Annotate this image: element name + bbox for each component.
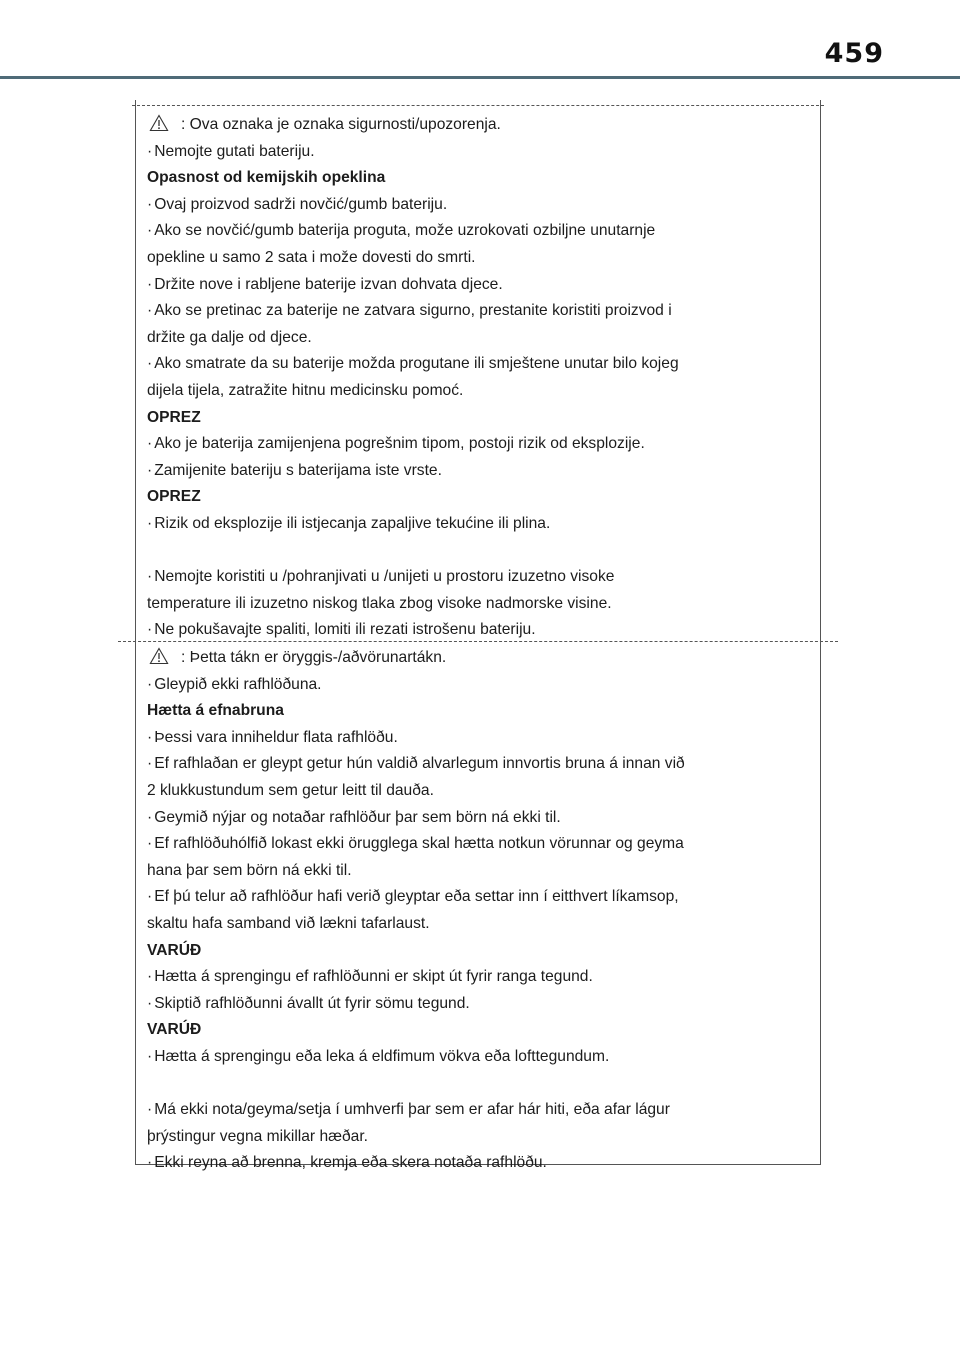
continuation-line: hana þar sem börn ná ekki til. (147, 861, 352, 879)
bullet-item (147, 458, 807, 485)
continuation-line: skaltu hafa samband við lækni tafarlaust. (147, 914, 430, 932)
bullet-text: Ako se pretinac za baterije ne zatvara sigurno, prestanite koristiti proizvod i (154, 302, 672, 320)
bullet-item (147, 617, 807, 644)
warning-symbol-text: : Ova oznaka je oznaka sigurnosti/upozorenja. (181, 116, 501, 133)
croatian-section (147, 112, 807, 644)
bullet-item (147, 964, 807, 991)
bullet-item (147, 1044, 807, 1071)
bullet-text: Ne pokušavajte spaliti, lomiti ili rezati istrošenu bateriju. (154, 621, 536, 639)
bullet-dot-icon: · (147, 675, 153, 693)
bullet-dot-icon: · (147, 435, 153, 453)
corner-tick-left (135, 100, 136, 112)
page-number: 459 (824, 38, 884, 69)
bullet-dot-icon: · (147, 222, 153, 240)
bullet-dot-icon: · (147, 968, 153, 986)
bullet-item (147, 298, 807, 325)
bullet-dot-icon: · (147, 994, 153, 1012)
continuation-line: dijela tijela, zatražite hitnu medicinsku pomoć. (147, 381, 464, 399)
section-heading: OPREZ (147, 408, 201, 426)
section-heading: Hætta á efnabruna (147, 702, 284, 720)
bullet-text: Skiptið rafhlöðunni ávallt út fyrir sömu tegund. (154, 994, 470, 1012)
warning-symbol-text: : Þetta tákn er öryggis-/aðvörunartákn. (181, 649, 447, 666)
bullet-item (147, 1150, 807, 1177)
bullet-item (147, 511, 807, 538)
section-heading: OPREZ (147, 488, 201, 506)
bullet-item (147, 672, 807, 699)
bullet-text: Ako smatrate da su baterije možda progutane ili smještene unutar bilo kojeg (154, 355, 679, 373)
icelandic-section (147, 645, 807, 1177)
bullet-dot-icon: · (147, 1047, 153, 1065)
bullet-dot-icon: · (147, 302, 153, 320)
bullet-text: Rizik od eksplozije ili istjecanja zapaljive tekućine ili plina. (154, 514, 551, 532)
bullet-item (147, 884, 807, 911)
warning-symbol-line (147, 112, 807, 139)
bullet-text: Nemojte koristiti u /pohranjivati u /unijeti u prostoru izuzetno visoke (154, 568, 615, 586)
bullet-item (147, 831, 807, 858)
bullet-item (147, 351, 807, 378)
warning-triangle-icon (149, 114, 169, 142)
bullet-dot-icon: · (147, 461, 153, 479)
bullet-text: Gleypið ekki rafhlöðuna. (154, 675, 322, 693)
section-heading: VARÚÐ (147, 1021, 202, 1039)
blank-line (147, 538, 807, 565)
bullet-text: Ef rafhlöðuhólfið lokast ekki örugglega skal hætta notkun vörunnar og geyma (154, 835, 684, 853)
bullet-text: Ekki reyna að brenna, kremja eða skera notaða rafhlöðu. (154, 1154, 547, 1172)
bullet-dot-icon: · (147, 514, 153, 532)
bullet-dot-icon: · (147, 755, 153, 773)
section-heading: Opasnost od kemijskih opeklina (147, 169, 386, 187)
bullet-item (147, 725, 807, 752)
bullet-text: Ef rafhlaðan er gleypt getur hún valdið alvarlegum innvortis bruna á innan við (154, 755, 685, 773)
continuation-line: opekline u samo 2 sata i može dovesti do smrti. (147, 248, 476, 266)
bullet-dot-icon: · (147, 808, 153, 826)
continuation-line: 2 klukkustundum sem getur leitt til dauða. (147, 781, 434, 799)
bullet-dot-icon: · (147, 621, 153, 639)
warning-triangle-icon (149, 647, 169, 675)
bullet-text: Má ekki nota/geyma/setja í umhverfi þar sem er afar hár hiti, eða afar lágur (154, 1101, 670, 1119)
bullet-item (147, 139, 807, 166)
continuation-line: držite ga dalje od djece. (147, 328, 312, 346)
bullet-text: Hætta á sprengingu ef rafhlöðunni er skipt út fyrir ranga tegund. (154, 968, 593, 986)
bullet-text: Ako je baterija zamijenjena pogrešnim tipom, postoji rizik od eksplozije. (154, 435, 645, 453)
bullet-item (147, 272, 807, 299)
corner-tick-right (820, 100, 821, 112)
bullet-dot-icon: · (147, 728, 153, 746)
bullet-dot-icon: · (147, 195, 153, 213)
warning-symbol-line (147, 645, 807, 672)
bullet-dot-icon: · (147, 835, 153, 853)
bullet-dot-icon: · (147, 568, 153, 586)
bullet-item (147, 218, 807, 245)
bullet-text: Þessi vara inniheldur flata rafhlöðu. (154, 728, 398, 746)
blank-line (147, 1071, 807, 1098)
bullet-dot-icon: · (147, 355, 153, 373)
bullet-dot-icon: · (147, 888, 153, 906)
bullet-text: Nemojte gutati bateriju. (154, 142, 315, 160)
bullet-dot-icon: · (147, 275, 153, 293)
bullet-item (147, 991, 807, 1018)
bullet-text: Hætta á sprengingu eða leka á eldfimum vökva eða lofttegundum. (154, 1047, 610, 1065)
bullet-dot-icon: · (147, 1101, 153, 1119)
section-heading: VARÚÐ (147, 941, 202, 959)
box-top-border (132, 105, 824, 106)
bullet-text: Ef þú telur að rafhlöður hafi verið gleyptar eða settar inn í eitthvert líkamsop, (154, 888, 679, 906)
bullet-item (147, 192, 807, 219)
bullet-dot-icon: · (147, 1154, 153, 1172)
bullet-text: Geymið nýjar og notaðar rafhlöður þar sem börn ná ekki til. (154, 808, 561, 826)
bullet-item (147, 751, 807, 778)
bullet-item (147, 431, 807, 458)
header-rule (0, 76, 960, 79)
bullet-text: Ovaj proizvod sadrži novčić/gumb bateriju. (154, 195, 448, 213)
bullet-dot-icon: · (147, 142, 153, 160)
bullet-item (147, 1097, 807, 1124)
bullet-item (147, 564, 807, 591)
bullet-text: Držite nove i rabljene baterije izvan dohvata djece. (154, 275, 503, 293)
bullet-text: Zamijenite bateriju s baterijama iste vrste. (154, 461, 442, 479)
continuation-line: temperature ili izuzetno niskog tlaka zbog visoke nadmorske visine. (147, 594, 612, 612)
bullet-item (147, 805, 807, 832)
continuation-line: þrýstingur vegna mikillar hæðar. (147, 1127, 369, 1145)
bullet-text: Ako se novčić/gumb baterija proguta, može uzrokovati ozbiljne unutarnje (154, 222, 656, 240)
